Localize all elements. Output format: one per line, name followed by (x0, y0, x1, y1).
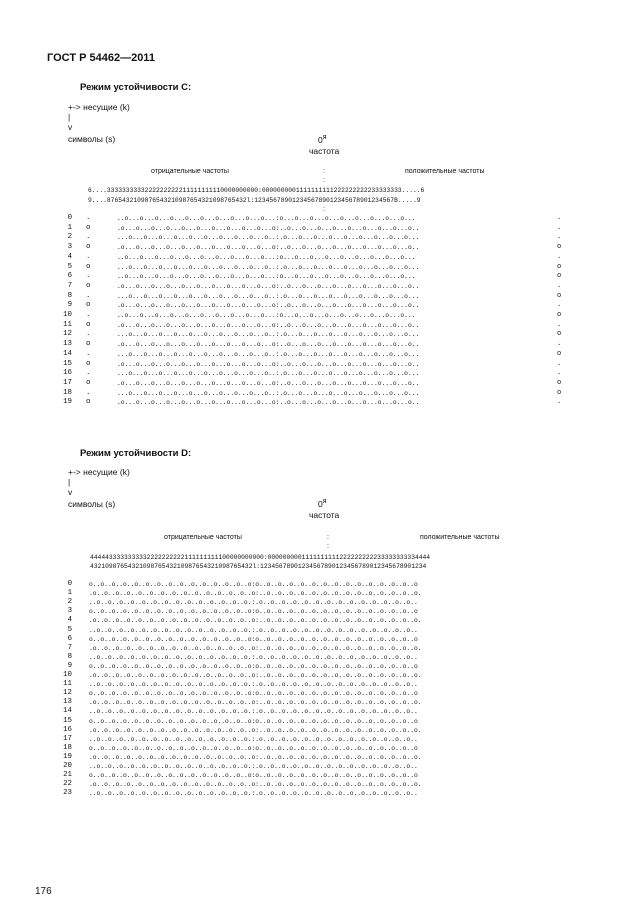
colon-mark: : (323, 206, 325, 213)
row-number: 2 (67, 598, 72, 607)
symbol-row (56, 616, 616, 625)
section-title: Режим устойчивости D: (80, 448, 192, 459)
carrier-pattern: ..o..o..o..o..o..o..o..o..o..o..o..o..o..o.:.o..o..o..o..o..o..o..o..o..o..o..o..o..o.. (89, 599, 418, 607)
carrier-pattern: .o..o..o..o..o..o..o..o..o..o..o..o..o..o..o:..o..o..o..o..o..o..o..o..o..o..o..o..o..o. (89, 644, 422, 652)
symbol-row (56, 662, 616, 671)
row-number: 6 (67, 634, 72, 643)
row-marker: . (86, 252, 91, 261)
symbol-row (56, 398, 616, 408)
carrier-pattern: ..o...o...o...o...o...o...o...o...o...o...:o...o...o...o...o...o...o...o...o... (117, 253, 416, 261)
row-number: 7 (67, 643, 72, 652)
symbol-row (56, 753, 616, 762)
carrier-pattern: ..o..o..o..o..o..o..o..o..o..o..o..o..o..o.:.o..o..o..o..o..o..o..o..o..o..o..o..o..o.. (89, 681, 418, 689)
carrier-pattern: .o...o...o...o...o...o...o...o...o...o...o:..o...o...o...o...o...o...o...o...o.. (117, 282, 420, 290)
row-number: 10 (63, 671, 72, 679)
row-number: 13 (63, 340, 72, 349)
carriers-label: +-> несущие (k) (68, 102, 130, 112)
symbol-row (56, 626, 616, 635)
row-number: 8 (67, 652, 72, 661)
symbol-row (56, 272, 616, 282)
row-number: 12 (63, 330, 72, 339)
symbol-row (56, 771, 616, 780)
axis-pipe: | (68, 112, 71, 122)
axis-pipe: | (68, 477, 71, 487)
symbol-row (56, 644, 616, 653)
carrier-pattern: o..o..o..o..o..o..o..o..o..o..o..o..o..o..o:o..o..o..o..o..o..o..o..o..o..o..o..o..o..o (89, 772, 418, 780)
colon-mark: : (323, 168, 325, 175)
row-end-marker: . (557, 301, 562, 310)
scale-row-ones: 9....8765432109876543210987654321098765432l:1234567890123456789012345678901234567B.....9 (88, 197, 421, 204)
symbol-row (56, 707, 616, 716)
row-number: 11 (63, 320, 72, 329)
colon-mark: : (327, 543, 329, 550)
carrier-pattern: ...o...o...o...o...o...o...o...o...o...o..:.o...o...o...o...o...o...o...o...o... (117, 331, 420, 339)
symbol-row (56, 340, 616, 350)
row-marker: . (86, 311, 91, 319)
carrier-pattern: .o..o..o..o..o..o..o..o..o..o..o..o..o..o..o:..o..o..o..o..o..o..o..o..o..o..o..o..o..o. (89, 726, 422, 734)
row-number: 20 (63, 762, 72, 770)
symbol-row (56, 735, 616, 744)
carrier-pattern: .o..o..o..o..o..o..o..o..o..o..o..o..o..o..o:..o..o..o..o..o..o..o..o..o..o..o..o..o..o. (89, 753, 422, 761)
colon-mark: : (323, 177, 325, 184)
row-number: 18 (63, 388, 72, 397)
symbol-row (56, 369, 616, 379)
row-number: 9 (67, 301, 72, 310)
carriers-label: +-> несущие (k) (68, 467, 130, 477)
row-number: 16 (63, 725, 72, 734)
row-end-marker: . (557, 252, 562, 261)
row-end-marker: . (557, 281, 562, 290)
positive-frequencies-label: положительные частоты (405, 168, 485, 175)
carrier-pattern: ...o...o...o...o...o...o...o...o...o...o..:.o...o...o...o...o...o...o...o...o... (117, 370, 420, 378)
row-number: 5 (67, 262, 72, 271)
row-number: 3 (67, 243, 72, 252)
zero-label: $0^я$ (318, 498, 327, 509)
symbol-row (56, 282, 616, 292)
symbol-row (56, 689, 616, 698)
carrier-pattern: ...o...o...o...o...o...o...o...o...o...o..:.o...o...o...o...o...o...o...o...o... (117, 389, 420, 397)
symbol-row (56, 780, 616, 789)
row-number: 1 (67, 223, 72, 232)
symbol-row (56, 330, 616, 340)
row-end-marker: . (557, 398, 562, 407)
row-end-marker: o (557, 378, 562, 387)
row-marker: o (86, 359, 91, 368)
carrier-pattern: .o..o..o..o..o..o..o..o..o..o..o..o..o..o..o:..o..o..o..o..o..o..o..o..o..o..o..o..o..o. (89, 590, 422, 598)
row-marker: o (86, 340, 91, 349)
row-end-marker: . (557, 320, 562, 329)
colon-mark: : (327, 534, 329, 541)
carrier-pattern: ..o..o..o..o..o..o..o..o..o..o..o..o..o..o.:.o..o..o..o..o..o..o..o..o..o..o..o..o..o.. (89, 735, 418, 743)
row-end-marker: o (557, 388, 562, 397)
symbols-label: символы (s) (68, 499, 116, 509)
row-number: 19 (63, 398, 72, 407)
carrier-pattern: .o...o...o...o...o...o...o...o...o...o...o:..o...o...o...o...o...o...o...o...o.. (117, 244, 420, 252)
row-number: 11 (63, 680, 72, 689)
row-end-marker: o (557, 272, 562, 281)
negative-frequencies-label: отрицательные частоты (151, 168, 229, 175)
row-marker: . (86, 369, 91, 378)
row-end-marker: . (557, 223, 562, 232)
row-number: 6 (67, 272, 72, 281)
symbol-row (56, 635, 616, 644)
symbol-row (56, 389, 616, 399)
symbol-row (56, 214, 616, 224)
row-marker: o (86, 301, 91, 310)
carrier-pattern: .o..o..o..o..o..o..o..o..o..o..o..o..o..o..o:..o..o..o..o..o..o..o..o..o..o..o..o..o..o. (89, 781, 422, 789)
symbol-row (56, 292, 616, 302)
row-number: 15 (63, 359, 72, 368)
frequency-label: частота (309, 510, 340, 520)
carrier-pattern: ..o..o..o..o..o..o..o..o..o..o..o..o..o..o.:.o..o..o..o..o..o..o..o..o..o..o..o..o..o.. (89, 708, 418, 716)
row-marker: o (86, 398, 91, 407)
row-marker: o (86, 378, 91, 387)
carrier-pattern: .o...o...o...o...o...o...o...o...o...o...o:..o...o...o...o...o...o...o...o...o.. (117, 321, 420, 329)
symbol-row (56, 698, 616, 707)
row-number: 19 (63, 752, 72, 761)
row-end-marker: . (557, 340, 562, 349)
row-number: 22 (63, 780, 72, 789)
row-number: 7 (67, 281, 72, 290)
carrier-pattern: ..o...o...o...o...o...o...o...o...o...o...:o...o...o...o...o...o...o...o...o... (117, 273, 416, 281)
symbol-row (56, 233, 616, 243)
row-number: 9 (67, 661, 72, 670)
row-number: 15 (63, 716, 72, 725)
row-number: 17 (63, 378, 72, 387)
carrier-pattern: ...o...o...o...o...o...o...o...o...o...o..:.o...o...o...o...o...o...o...o...o... (117, 263, 420, 271)
row-end-marker: . (557, 233, 562, 242)
row-marker: . (86, 214, 91, 222)
row-end-marker: . (557, 359, 562, 368)
row-number: 10 (63, 311, 72, 319)
row-marker: . (86, 388, 91, 397)
symbol-row (56, 350, 616, 360)
scale-row-tens: 4444433333333332222222222111111111100000000000:0000000001111111111222222222233333333334444 (90, 554, 431, 561)
carrier-pattern: o..o..o..o..o..o..o..o..o..o..o..o..o..o..o:o..o..o..o..o..o..o..o..o..o..o..o..o..o..o (89, 744, 418, 752)
carrier-pattern: .o...o...o...o...o...o...o...o...o...o...o:..o...o...o...o...o...o...o...o...o.. (117, 302, 420, 310)
row-number: 3 (67, 607, 72, 616)
row-marker: . (86, 291, 91, 300)
scale-row-ones: 4321098765432109876543210987654321098765432l:12345678901234567890123456789012345678901234 (90, 563, 427, 570)
row-number: 18 (63, 743, 72, 752)
row-marker: . (86, 233, 91, 242)
carrier-pattern: .o...o...o...o...o...o...o...o...o...o...o:..o...o...o...o...o...o...o...o...o.. (117, 399, 420, 407)
symbols-label: символы (s) (68, 134, 116, 144)
row-marker: o (86, 281, 91, 290)
row-marker: o (86, 223, 91, 232)
carrier-pattern: .o..o..o..o..o..o..o..o..o..o..o..o..o..o..o:..o..o..o..o..o..o..o..o..o..o..o..o..o..o. (89, 672, 422, 679)
symbol-row (56, 762, 616, 771)
row-end-marker: o (557, 311, 562, 319)
row-marker: o (86, 262, 91, 271)
row-number: 14 (63, 349, 72, 358)
row-end-marker: o (557, 291, 562, 300)
row-end-marker: o (557, 262, 562, 271)
symbol-row (56, 580, 616, 589)
row-marker: o (86, 243, 91, 252)
symbol-row (56, 360, 616, 370)
row-number: 1 (67, 589, 72, 598)
carrier-pattern: o..o..o..o..o..o..o..o..o..o..o..o..o..o..o:o..o..o..o..o..o..o..o..o..o..o..o..o..o..o (89, 635, 418, 643)
row-end-marker: o (557, 243, 562, 252)
row-end-marker: o (557, 349, 562, 358)
symbol-row (56, 243, 616, 253)
row-marker: . (86, 349, 91, 358)
row-number: 5 (67, 625, 72, 634)
row-end-marker: . (557, 369, 562, 378)
symbol-row (56, 311, 616, 321)
carrier-pattern: o..o..o..o..o..o..o..o..o..o..o..o..o..o..o:o..o..o..o..o..o..o..o..o..o..o..o..o..o..o (89, 581, 418, 588)
row-number: 8 (67, 291, 72, 300)
carrier-pattern: .o...o...o...o...o...o...o...o...o...o...o:..o...o...o...o...o...o...o...o...o.. (117, 360, 420, 368)
axis-arrow: v (68, 122, 73, 132)
carrier-pattern: ..o..o..o..o..o..o..o..o..o..o..o..o..o..o.:.o..o..o..o..o..o..o..o..o..o..o..o..o..o.. (89, 763, 418, 770)
symbol-row (56, 589, 616, 598)
scale-row-tens: 6....3333333333222222222211111111110000000000:0000000001111111111222222222233333333.....6 (88, 187, 425, 194)
row-number: 23 (63, 789, 72, 798)
zero-label: $0^я$ (318, 134, 327, 145)
row-number: 0 (67, 580, 72, 588)
section-title: Режим устойчивости C: (80, 82, 192, 93)
carrier-pattern: .o..o..o..o..o..o..o..o..o..o..o..o..o..o..o:..o..o..o..o..o..o..o..o..o..o..o..o..o..o. (89, 699, 422, 707)
carrier-pattern: .o...o...o...o...o...o...o...o...o...o...o:..o...o...o...o...o...o...o...o...o.. (117, 341, 420, 349)
page-number: 176 (35, 886, 52, 897)
carrier-pattern: o..o..o..o..o..o..o..o..o..o..o..o..o..o..o:o..o..o..o..o..o..o..o..o..o..o..o..o..o..o (89, 662, 418, 670)
symbol-row (56, 789, 616, 798)
row-marker: . (86, 272, 91, 281)
frequency-label: частота (309, 146, 340, 156)
symbol-row (56, 598, 616, 607)
carrier-pattern: ..o..o..o..o..o..o..o..o..o..o..o..o..o..o.:.o..o..o..o..o..o..o..o..o..o..o..o..o..o.. (89, 790, 418, 798)
symbol-row (56, 253, 616, 263)
symbol-row (56, 717, 616, 726)
row-number: 21 (63, 771, 72, 780)
symbol-row (56, 301, 616, 311)
carrier-pattern: ...o...o...o...o...o...o...o...o...o...o..:.o...o...o...o...o...o...o...o...o... (117, 292, 420, 300)
symbol-row (56, 321, 616, 331)
symbol-row (56, 671, 616, 680)
axis-arrow: v (68, 487, 73, 497)
row-number: 0 (67, 214, 72, 222)
row-number: 12 (63, 689, 72, 698)
row-number: 4 (67, 616, 72, 625)
symbol-row (56, 263, 616, 273)
symbol-row (56, 379, 616, 389)
carrier-pattern: ..o..o..o..o..o..o..o..o..o..o..o..o..o..o.:.o..o..o..o..o..o..o..o..o..o..o..o..o..o.. (89, 626, 418, 634)
symbol-row (56, 653, 616, 662)
row-number: 13 (63, 698, 72, 707)
row-number: 2 (67, 233, 72, 242)
row-number: 4 (67, 252, 72, 261)
carrier-pattern: ..o...o...o...o...o...o...o...o...o...o...:o...o...o...o...o...o...o...o...o... (117, 215, 416, 222)
row-marker: . (86, 330, 91, 339)
carrier-pattern: ...o...o...o...o...o...o...o...o...o...o..:.o...o...o...o...o...o...o...o...o... (117, 350, 420, 358)
carrier-pattern: o..o..o..o..o..o..o..o..o..o..o..o..o..o..o:o..o..o..o..o..o..o..o..o..o..o..o..o..o..o (89, 690, 418, 698)
symbol-row (56, 744, 616, 753)
row-number: 14 (63, 707, 72, 716)
carrier-pattern: ...o...o...o...o...o...o...o...o...o...o..:.o...o...o...o...o...o...o...o...o... (117, 234, 420, 242)
carrier-pattern: .o...o...o...o...o...o...o...o...o...o...o:..o...o...o...o...o...o...o...o...o.. (117, 224, 420, 232)
symbol-row (56, 680, 616, 689)
negative-frequencies-label: отрицательные частоты (164, 534, 242, 541)
symbol-row (56, 224, 616, 234)
row-end-marker: . (557, 214, 562, 222)
row-marker: o (86, 320, 91, 329)
symbol-row (56, 607, 616, 616)
carrier-pattern: ..o...o...o...o...o...o...o...o...o...o...:o...o...o...o...o...o...o...o...o... (117, 312, 416, 319)
symbol-row (56, 726, 616, 735)
carrier-pattern: .o..o..o..o..o..o..o..o..o..o..o..o..o..o..o:..o..o..o..o..o..o..o..o..o..o..o..o..o..o. (89, 617, 422, 625)
carrier-pattern: o..o..o..o..o..o..o..o..o..o..o..o..o..o..o:o..o..o..o..o..o..o..o..o..o..o..o..o..o..o (89, 717, 418, 725)
row-number: 16 (63, 369, 72, 378)
row-end-marker: o (557, 330, 562, 339)
carrier-pattern: o..o..o..o..o..o..o..o..o..o..o..o..o..o..o:o..o..o..o..o..o..o..o..o..o..o..o..o..o..o (89, 608, 418, 616)
row-number: 17 (63, 734, 72, 743)
carrier-pattern: .o...o...o...o...o...o...o...o...o...o...o:..o...o...o...o...o...o...o...o...o.. (117, 379, 420, 387)
carrier-pattern: ..o..o..o..o..o..o..o..o..o..o..o..o..o..o.:.o..o..o..o..o..o..o..o..o..o..o..o..o..o.. (89, 653, 418, 661)
document-header: ГОСТ Р 54462—2011 (47, 52, 155, 64)
positive-frequencies-label: положительные частоты (420, 534, 500, 541)
